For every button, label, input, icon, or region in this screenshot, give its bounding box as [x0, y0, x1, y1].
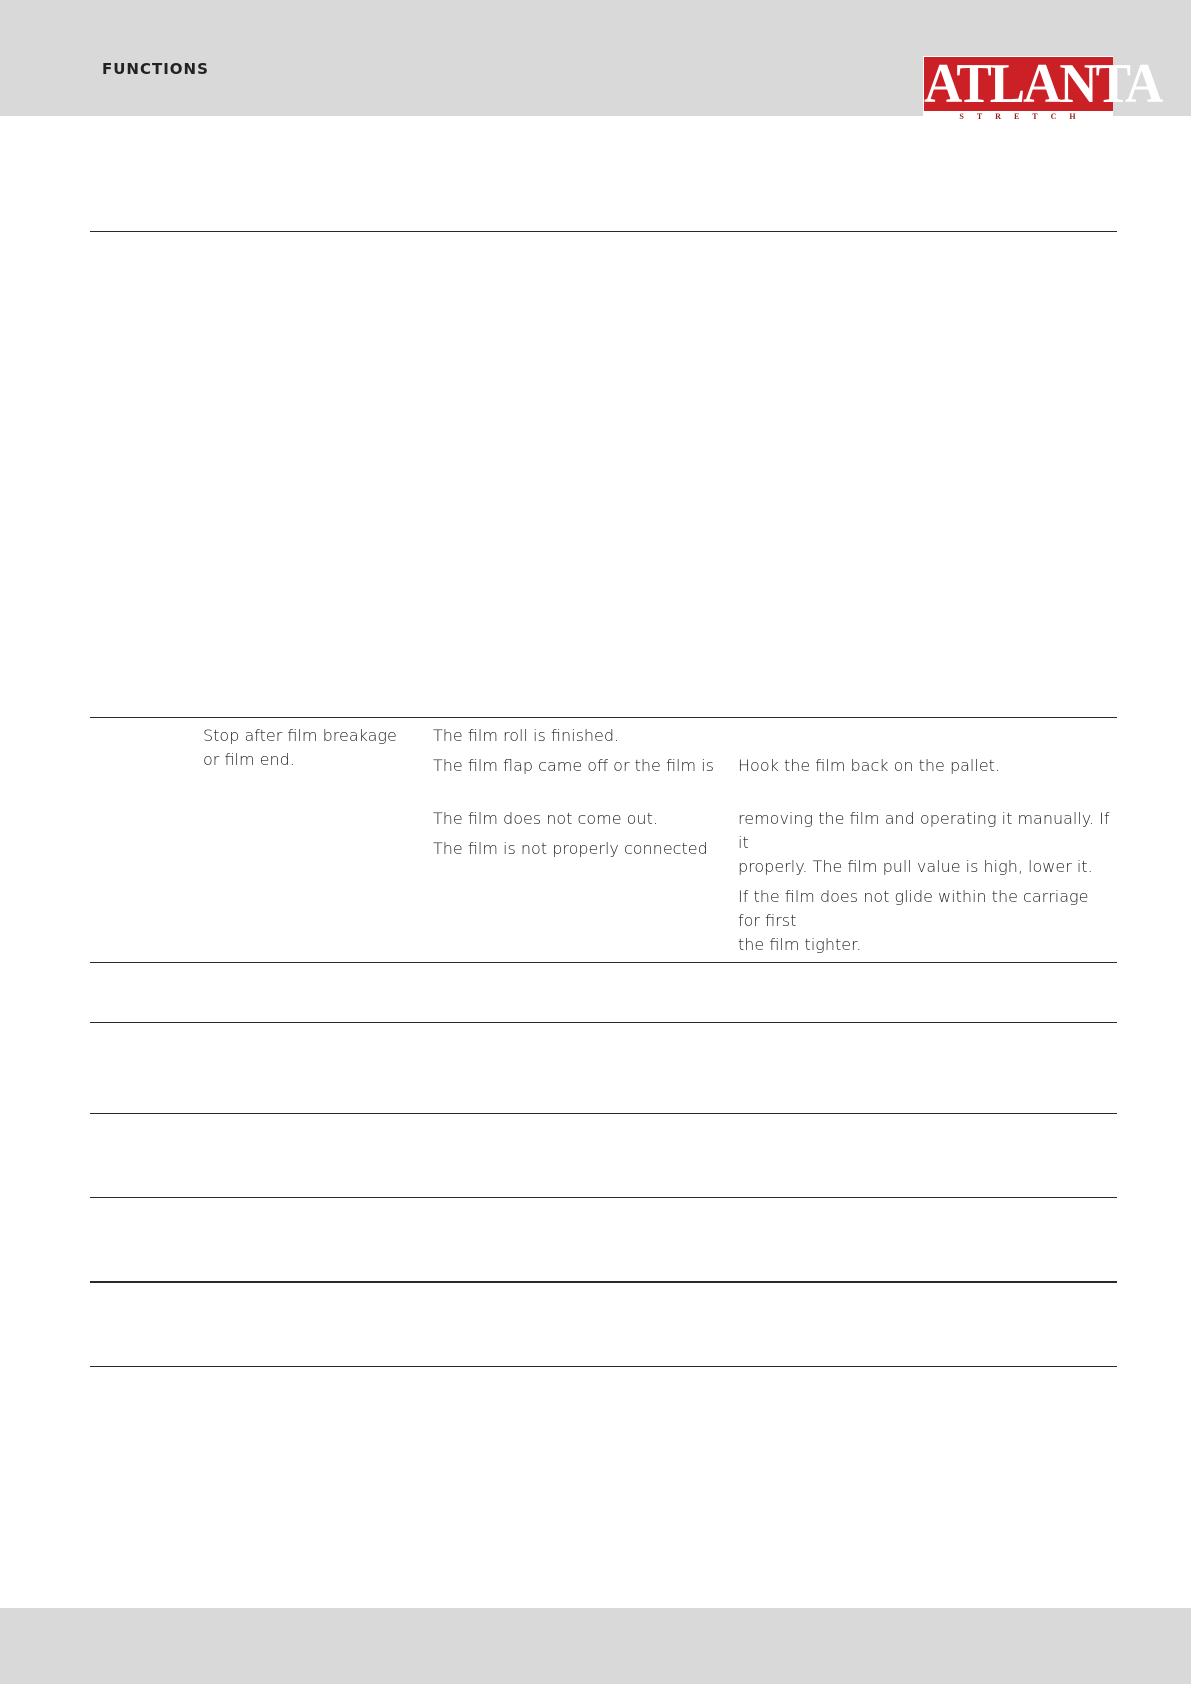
solution-line-3: properly. The film pull value is high, lower it.: [738, 857, 1093, 876]
cause-line-1: The film roll is finished.: [433, 726, 620, 745]
solution-line-5: the film tighter.: [738, 935, 862, 954]
solution-line-4: If the film does not glide within the carriage for first: [738, 887, 1089, 930]
cause-line-4: The film is not properly connected: [433, 839, 708, 858]
logo-red-box: [924, 53, 1162, 115]
cause-line-3: The film does not come out.: [433, 809, 658, 828]
page-footer: [0, 1608, 1191, 1684]
problem-line-1: Stop after film breakage: [203, 726, 397, 745]
table-row-rule-6: [90, 1366, 1117, 1367]
table-row-top-rule: [90, 717, 1117, 718]
page-header: [0, 0, 1191, 121]
atlanta-logo: [923, 53, 1162, 126]
logo-wordmark: ATLANTA: [924, 53, 1162, 115]
table-row-rule-3: [90, 1113, 1117, 1114]
logo-subtitle: STRETCH: [959, 112, 1089, 121]
solution-line-1: Hook the film back on the pallet.: [738, 756, 1001, 775]
table-row-rule-1: [90, 962, 1117, 963]
solution-line-2: removing the film and operating it manually. If it: [738, 809, 1110, 852]
cause-line-2: The film flap came off or the film is: [433, 756, 714, 775]
rule-top: [90, 231, 1117, 232]
problem-line-2: or film end.: [203, 750, 295, 769]
table-row-rule-5: [90, 1281, 1117, 1283]
table-row-rule-4: [90, 1197, 1117, 1198]
section-title: FUNCTIONS: [102, 60, 209, 78]
table-row-rule-2: [90, 1022, 1117, 1023]
